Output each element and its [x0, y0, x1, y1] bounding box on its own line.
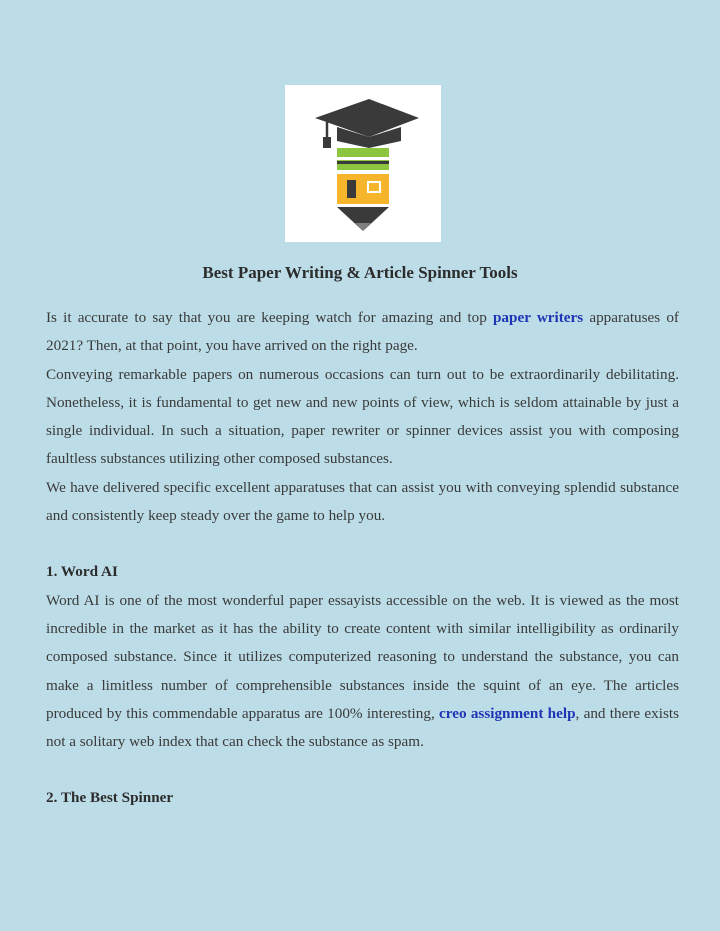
graduation-pencil-logo-icon: [285, 85, 441, 242]
intro-paragraph-1: Is it accurate to say that you are keeping watch for amazing and top paper writers apparatuses of 2021? Then, at that point, you have arrived on the right page.: [46, 309, 679, 355]
section-heading-best-spinner: 2. The Best Spinner: [46, 789, 174, 807]
document-body: [46, 304, 679, 813]
logo-box: [285, 85, 441, 242]
intro-paragraph-3: We have delivered specific excellent apparatuses that can assist you with conveying splendid substance and consistently keep steady over the game to help you.: [46, 478, 679, 525]
paper-writers-link[interactable]: paper writers: [492, 309, 584, 326]
page-title: Best Paper Writing & Article Spinner Tools: [202, 263, 518, 282]
section-heading-word-ai: 1. Word AI: [46, 563, 118, 581]
creo-assignment-help-link[interactable]: creo assignment help: [439, 704, 576, 722]
section-paragraph-word-ai: Word AI is one of the most wonderful paper essayists accessible on the web. It is viewed as the most incredible in the market as it has the ability to create content with similar intelligibility as ordinarily composed substance. Since it utilizes computerized reasoning to understand the substance, you can make a limitless number of comprehensible substances inside the squint of an eye. The articles produced by this commendable apparatus are 100% interesting, creo assignment help, and there exists not a solitary web index that can check the substance as spam.: [46, 591, 679, 751]
intro-paragraph-2: Conveying remarkable papers on numerous occasions can turn out to be extraordinarily debilitating. Nonetheless, it is fundamental to get new and new points of view, which is seldom attainable by just a single individual. In such a situation, paper rewriter or spinner devices assist you with composing faultless substances utilizing other composed substances.: [46, 365, 679, 468]
